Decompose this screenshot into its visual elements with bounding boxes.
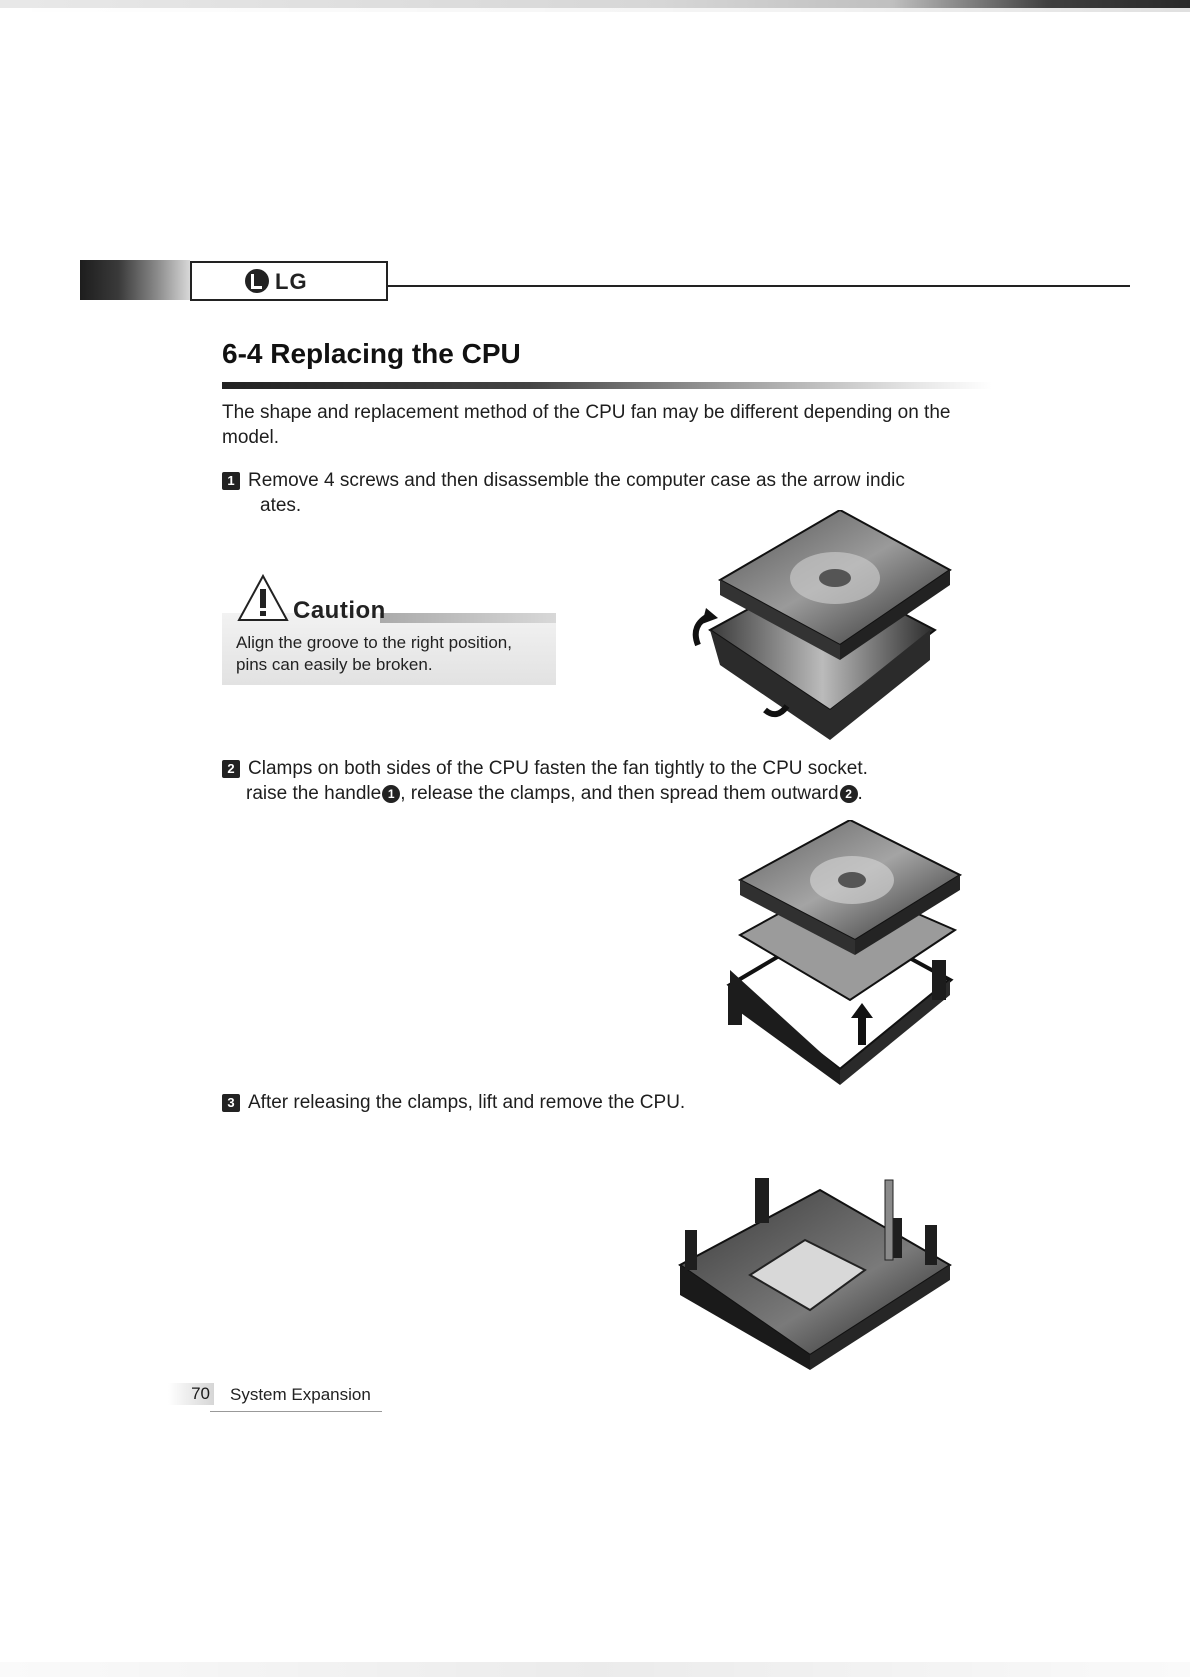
title-underline [222, 382, 992, 389]
scan-edge-top [0, 0, 1190, 8]
caution-box-header-shade [380, 613, 556, 623]
step-2 [222, 756, 942, 806]
step-2-continuation [222, 781, 942, 806]
cpu-socket-illustration [675, 1170, 955, 1370]
brand-logo-box [190, 261, 388, 301]
circled-marker-1: 1 [382, 785, 400, 803]
intro-paragraph: The shape and replacement method of the CPU fan may be different depending on the model. [222, 402, 951, 448]
cpu-fan-illustration-1 [690, 510, 960, 750]
caution-title: Caution [293, 597, 386, 624]
page-title: 6-4 Replacing the CPU [222, 338, 521, 369]
step-1-text: Remove 4 screws and then disassemble the computer case as the arrow indic [248, 470, 905, 491]
scan-edge-fade [0, 8, 1190, 12]
brand-name: LG [275, 269, 308, 294]
lg-logo-icon [245, 269, 269, 293]
scan-edge-bottom [0, 1662, 1190, 1677]
footer-rule [210, 1411, 382, 1412]
step-number-badge: 1 [222, 472, 240, 490]
footer-section-name: System Expansion [230, 1385, 371, 1404]
cpu-fan-illustration-2 [720, 820, 970, 1090]
step-3 [222, 1090, 822, 1115]
step-2-text-a: raise the handle [246, 783, 382, 804]
caution-line-2: pins can easily be broken. [236, 655, 433, 674]
header-gradient-bar [80, 260, 190, 300]
circled-marker-2: 2 [840, 785, 858, 803]
step-number-badge: 2 [222, 760, 240, 778]
step-number-badge: 3 [222, 1094, 240, 1112]
step-3-text: After releasing the clamps, lift and remove the CPU. [248, 1092, 686, 1113]
header-rule [388, 285, 1130, 287]
caution-line-1: Align the groove to the right position, [236, 633, 512, 652]
step-1-continuation: ates. [260, 495, 302, 516]
caution-text [236, 632, 546, 676]
page-number: 70 [168, 1383, 214, 1405]
step-2-text: Clamps on both sides of the CPU fasten the fan tightly to the CPU socket. [248, 758, 868, 779]
warning-triangle-icon [236, 573, 290, 623]
step-2-text-c: . [857, 783, 863, 804]
step-2-text-b: , release the clamps, and then spread them outward [400, 783, 839, 804]
